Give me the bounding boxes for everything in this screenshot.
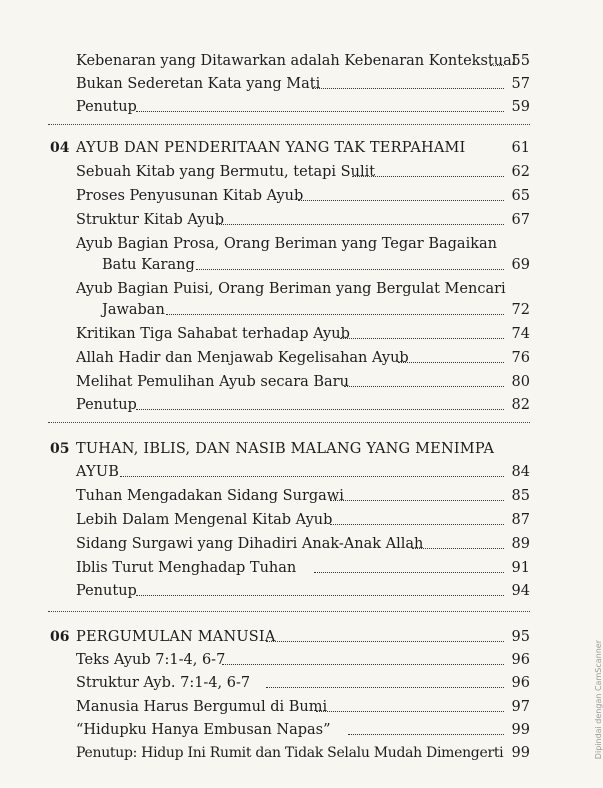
chapter-page: 61 — [511, 140, 530, 156]
dot-leader — [330, 524, 504, 525]
toc-entry-title: Struktur Ayb. 7:1-4, 6-7 — [76, 675, 251, 691]
toc-entry-title: Penutup: Hidup Ini Rumit dan Tidak Selalu Mudah Dimengerti — [76, 745, 504, 761]
toc-entry[interactable] — [0, 645, 600, 669]
toc-entry-title: Penutup — [76, 583, 137, 599]
toc-entry-page: 59 — [511, 99, 530, 115]
toc-entry-title: Ayub Bagian Prosa, Orang Beriman yang Tegar Bagaikan — [76, 236, 497, 252]
toc-entry-continuation[interactable] — [0, 295, 600, 319]
chapter-number: 05 — [50, 441, 70, 457]
toc-entry[interactable] — [0, 343, 600, 367]
toc-entry[interactable] — [0, 481, 600, 505]
toc-entry-title: Struktur Kitab Ayub — [76, 212, 225, 228]
dot-leader — [136, 595, 504, 596]
dot-leader — [340, 338, 504, 339]
chapter-heading[interactable] — [0, 434, 600, 458]
toc-entry-page: 67 — [511, 212, 530, 228]
toc-entry-page: 97 — [511, 699, 530, 715]
toc-entry-page: 76 — [511, 350, 530, 366]
toc-entry-page: 57 — [511, 76, 530, 92]
toc-entry-title: Ayub Bagian Puisi, Orang Beriman yang Bergulat Mencari — [76, 281, 506, 297]
chapter-title: PERGUMULAN MANUSIA — [76, 629, 276, 645]
toc-entry[interactable] — [0, 157, 600, 181]
toc-entry-page: 99 — [511, 722, 530, 738]
chapter-number: 04 — [50, 140, 70, 156]
toc-entry-title: Lebih Dalam Mengenal Kitab Ayub — [76, 512, 333, 528]
dot-leader — [266, 687, 504, 688]
dot-leader — [136, 111, 504, 112]
toc-entry-page: 87 — [511, 512, 530, 528]
toc-entry[interactable] — [0, 92, 600, 116]
toc-entry[interactable] — [0, 505, 600, 529]
toc-entry[interactable] — [0, 181, 600, 205]
toc-entry[interactable] — [0, 576, 600, 600]
dot-leader — [196, 269, 504, 270]
toc-entry-page: 55 — [511, 53, 530, 69]
toc-entry[interactable] — [0, 738, 600, 762]
toc-entry-title: Penutup — [76, 397, 137, 413]
toc-entry-title: Proses Penyusunan Kitab Ayub — [76, 188, 304, 204]
dot-leader — [344, 386, 504, 387]
toc-entry-title: Allah Hadir dan Menjawab Kegelisahan Ayub — [76, 350, 409, 366]
chapter-heading[interactable] — [0, 622, 600, 646]
dot-leader — [398, 362, 504, 363]
toc-entry-page: 96 — [511, 675, 530, 691]
chapter-title: TUHAN, IBLIS, DAN NASIB MALANG YANG MENIMPA — [76, 441, 495, 457]
dot-leader — [330, 500, 504, 501]
chapter-heading-continuation[interactable] — [0, 457, 600, 481]
toc-entry-page: 96 — [511, 652, 530, 668]
chapter-number: 06 — [50, 629, 70, 645]
toc-entry-title: Tuhan Mengadakan Sidang Surgawi — [76, 488, 344, 504]
chapter-page: 95 — [511, 629, 530, 645]
toc-entry[interactable] — [0, 319, 600, 343]
section-divider — [48, 611, 530, 612]
dot-leader — [348, 734, 504, 735]
toc-entry-title-cont: Jawaban — [102, 302, 165, 318]
toc-entry-title: Bukan Sederetan Kata yang Mati — [76, 76, 321, 92]
toc-entry[interactable] — [0, 553, 600, 577]
toc-entry-title-cont: Batu Karang — [102, 257, 195, 273]
toc-entry-page: 65 — [511, 188, 530, 204]
toc-entry-title: “Hidupku Hanya Embusan Napas” — [76, 722, 331, 738]
toc-entry[interactable] — [0, 205, 600, 229]
toc-entry-title: Kritikan Tiga Sahabat terhadap Ayub — [76, 326, 350, 342]
toc-entry[interactable] — [0, 390, 600, 414]
dot-leader — [298, 200, 504, 201]
toc-entry-title: Manusia Harus Bergumul di Bumi — [76, 699, 328, 715]
dot-leader — [490, 65, 504, 66]
toc-entry-title: Penutup — [76, 99, 137, 115]
toc-entry-page: 94 — [511, 583, 530, 599]
section-divider — [48, 124, 530, 125]
dot-leader — [166, 314, 504, 315]
toc-entry-title: Kebenaran yang Ditawarkan adalah Kebenaran Kontekstual — [76, 53, 517, 69]
toc-entry[interactable] — [0, 715, 600, 739]
chapter-title-cont: AYUB — [76, 464, 120, 480]
dot-leader — [120, 476, 504, 477]
toc-entry-page: 82 — [511, 397, 530, 413]
dot-leader — [216, 224, 504, 225]
toc-entry-title: Sidang Surgawi yang Dihadiri Anak-Anak Allah — [76, 536, 424, 552]
dot-leader — [352, 176, 504, 177]
toc-entry[interactable] — [0, 46, 600, 70]
chapter-heading[interactable] — [0, 133, 600, 157]
chapter-page: 84 — [511, 464, 530, 480]
toc-entry-page: 85 — [511, 488, 530, 504]
chapter-title: AYUB DAN PENDERITAAN YANG TAK TERPAHAMI — [76, 140, 466, 156]
toc-entry-continuation[interactable] — [0, 250, 600, 274]
toc-entry-title: Sebuah Kitab yang Bermutu, tetapi Sulit — [76, 164, 376, 180]
toc-entry-title: Iblis Turut Menghadap Tuhan — [76, 560, 297, 576]
dot-leader — [312, 88, 504, 89]
toc-entry-page: 91 — [511, 560, 530, 576]
toc-entry-page: 62 — [511, 164, 530, 180]
dot-leader — [314, 572, 504, 573]
toc-entry-page: 69 — [511, 257, 530, 273]
toc-entry[interactable] — [0, 69, 600, 93]
toc-entry[interactable] — [0, 668, 600, 692]
dot-leader — [412, 548, 504, 549]
toc-entry-page: 72 — [511, 302, 530, 318]
toc-entry-page: 74 — [511, 326, 530, 342]
toc-entry[interactable] — [0, 692, 600, 716]
dot-leader — [266, 641, 504, 642]
toc-entry-page: 89 — [511, 536, 530, 552]
toc-entry[interactable] — [0, 367, 600, 391]
toc-entry-title: Teks Ayub 7:1-4, 6-7 — [76, 652, 226, 668]
toc-entry[interactable] — [0, 529, 600, 553]
dot-leader — [222, 664, 504, 665]
section-divider — [48, 422, 530, 423]
scanner-watermark: Dipindai dengan CamScanner — [594, 640, 603, 760]
toc-entry-title: Melihat Pemulihan Ayub secara Baru — [76, 374, 349, 390]
toc-entry-page: 99 — [511, 745, 530, 761]
dot-leader — [136, 409, 504, 410]
dot-leader — [316, 711, 504, 712]
toc-entry-page: 80 — [511, 374, 530, 390]
